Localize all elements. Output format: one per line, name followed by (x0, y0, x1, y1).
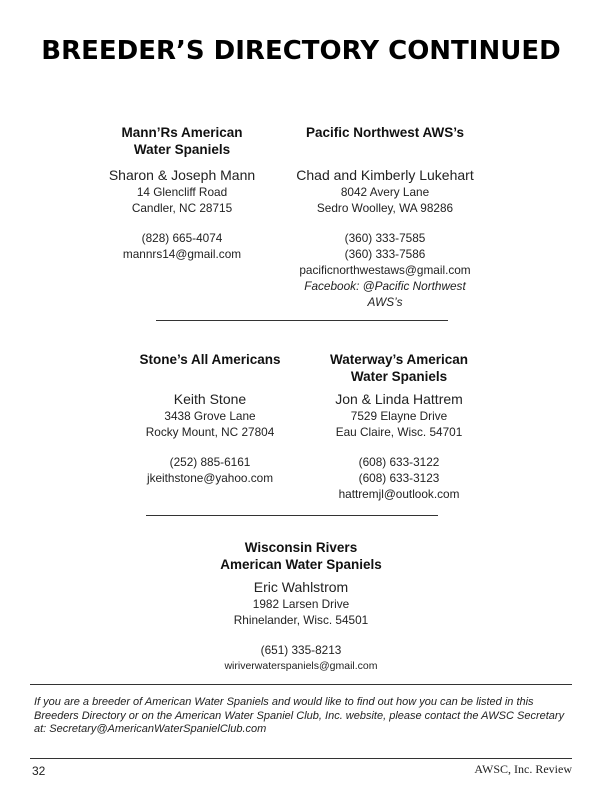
breeder-contact-person: Eric Wahlstrom (253, 579, 349, 595)
address-line: 8042 Avery Lane (340, 185, 430, 199)
footer-divider (30, 758, 572, 759)
footnote-top-divider (30, 684, 572, 685)
email-address: hattremjl@outlook.com (338, 487, 460, 501)
page-title: BREEDER’S DIRECTORY CONTINUED (41, 36, 561, 66)
page-number: 32 (32, 764, 46, 778)
facebook-handle: Facebook: @Pacific Northwest (304, 279, 466, 293)
email-address: mannrs14@gmail.com (122, 247, 242, 261)
breeder-name: Wisconsin Rivers (244, 540, 358, 555)
address-line: 7529 Elayne Drive (350, 409, 448, 423)
breeder-name: Stone’s All Americans (139, 352, 281, 367)
breeder-contact-person: Keith Stone (173, 391, 247, 407)
email-address: jkeithstone@yahoo.com (146, 471, 274, 485)
email-address: pacificnorthwestaws@gmail.com (299, 263, 471, 277)
breeder-name: Water Spaniels (350, 369, 448, 384)
phone-number: (608) 633-3122 (358, 455, 440, 469)
breeder-name: Water Spaniels (133, 142, 231, 157)
breeder-entry-mannrs (92, 124, 272, 262)
phone-number: (651) 335-8213 (260, 643, 342, 657)
phone-number: (360) 333-7586 (344, 247, 426, 261)
phone-number: (608) 633-3123 (358, 471, 440, 485)
breeder-name: Waterway’s American (329, 352, 469, 367)
phone-number: (360) 333-7585 (344, 231, 426, 245)
publication-name: AWSC, Inc. Review (474, 762, 572, 776)
address-line: 1982 Larsen Drive (252, 597, 350, 611)
section-divider (146, 515, 438, 516)
address-line: Rhinelander, Wisc. 54501 (233, 613, 369, 627)
address-line: 14 Glencliff Road (136, 185, 228, 199)
address-line: Eau Claire, Wisc. 54701 (335, 425, 463, 439)
breeder-contact-person: Chad and Kimberly Lukehart (296, 167, 474, 183)
breeder-contact-person: Jon & Linda Hattrem (335, 391, 463, 407)
breeder-name: Pacific Northwest AWS’s (305, 125, 465, 140)
email-address: wiriverwaterspaniels@gmail.com (224, 660, 378, 672)
breeder-entry-waterways (308, 351, 490, 502)
address-line: Rocky Mount, NC 27804 (145, 425, 275, 439)
address-line: 3438 Grove Lane (164, 409, 256, 423)
breeder-entry-stones (120, 351, 300, 486)
address-line: Sedro Woolley, WA 98286 (316, 201, 454, 215)
address-line: Candler, NC 28715 (131, 201, 233, 215)
breeder-contact-person: Sharon & Joseph Mann (108, 167, 256, 183)
phone-number: (828) 665-4074 (141, 231, 223, 245)
section-divider (156, 320, 448, 321)
breeder-name: American Water Spaniels (220, 557, 382, 572)
breeder-entry-wisconsin-rivers (181, 539, 421, 674)
breeder-entry-pacific-northwest (280, 124, 490, 310)
listing-footnote: If you are a breeder of American Water Spaniels and would like to find out how you can be listed in this Breeders Directory or on the American Water Spaniel Club, Inc. website, please contact the AWSC Secretary at: Secretary@AmericanWaterSpanielClub.com (34, 696, 565, 735)
breeder-name: Mann’Rs American (121, 125, 243, 140)
facebook-handle: AWS’s (367, 295, 403, 309)
phone-number: (252) 885-6161 (169, 455, 251, 469)
